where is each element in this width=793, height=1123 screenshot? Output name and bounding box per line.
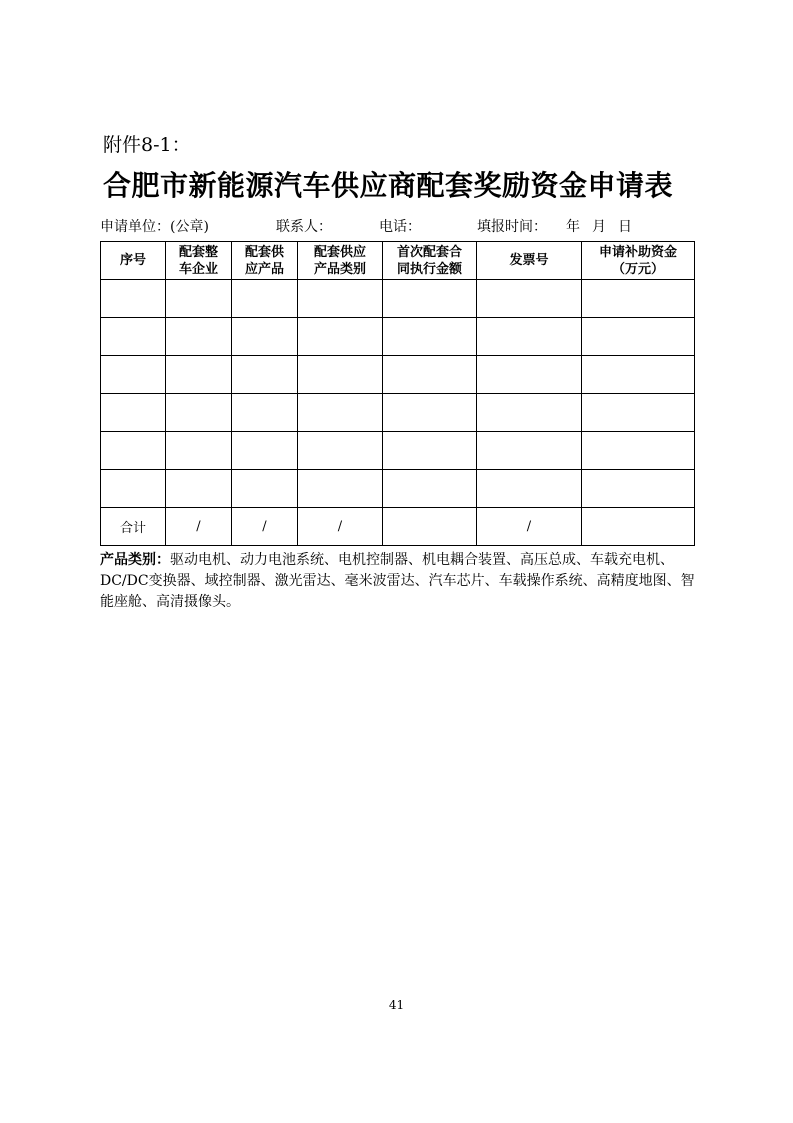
table-cell[interactable] (232, 280, 298, 318)
total-label: 合计 (101, 508, 166, 546)
table-cell[interactable] (477, 318, 582, 356)
table-cell[interactable] (101, 280, 166, 318)
table-cell[interactable] (232, 318, 298, 356)
table-cell[interactable] (166, 318, 232, 356)
table-cell[interactable] (101, 394, 166, 432)
year-label: 年 (566, 219, 580, 235)
table-cell[interactable] (101, 356, 166, 394)
table-cell[interactable] (298, 470, 383, 508)
notes-label: 产品类别： (100, 552, 170, 568)
table-cell[interactable] (383, 432, 477, 470)
table-cell[interactable] (477, 394, 582, 432)
header-subsidy-amount: 申请补助资金 （万元） (582, 242, 695, 280)
table-row (101, 470, 695, 508)
table-cell[interactable] (477, 280, 582, 318)
table-cell[interactable] (582, 394, 695, 432)
table-row (101, 318, 695, 356)
table-row (101, 356, 695, 394)
phone-label: 电话： (379, 219, 421, 235)
total-cell: / (477, 508, 582, 546)
contact-label: 联系人： (276, 219, 332, 235)
table-cell[interactable] (383, 280, 477, 318)
table-cell[interactable] (383, 318, 477, 356)
table-row (101, 394, 695, 432)
total-cell: / (298, 508, 383, 546)
table-cell[interactable] (298, 432, 383, 470)
table-cell[interactable] (298, 356, 383, 394)
table-cell[interactable] (232, 356, 298, 394)
total-cell[interactable] (582, 508, 695, 546)
application-table (100, 241, 695, 546)
fill-time-label: 填报时间： (477, 219, 547, 235)
table-cell[interactable] (166, 356, 232, 394)
table-cell[interactable] (582, 470, 695, 508)
header-invoice-number: 发票号 (477, 242, 582, 280)
table-cell[interactable] (477, 432, 582, 470)
table-cell[interactable] (582, 356, 695, 394)
table-cell[interactable] (166, 470, 232, 508)
month-label: 月 (592, 219, 606, 235)
table-cell[interactable] (101, 432, 166, 470)
table-cell[interactable] (166, 394, 232, 432)
table-row (101, 280, 695, 318)
header-product-category: 配套供应 产品类别 (298, 242, 383, 280)
total-row (101, 508, 695, 546)
table-cell[interactable] (166, 432, 232, 470)
header-contract-amount: 首次配套合 同执行金额 (383, 242, 477, 280)
table-cell[interactable] (101, 318, 166, 356)
table-cell[interactable] (298, 318, 383, 356)
table-cell[interactable] (383, 470, 477, 508)
table-cell[interactable] (582, 432, 695, 470)
table-cell[interactable] (232, 432, 298, 470)
header-vehicle-company: 配套整 车企业 (166, 242, 232, 280)
table-cell[interactable] (232, 394, 298, 432)
table-cell[interactable] (477, 356, 582, 394)
table-cell[interactable] (383, 356, 477, 394)
table-cell[interactable] (298, 394, 383, 432)
table-cell[interactable] (166, 280, 232, 318)
page-number: 41 (388, 998, 405, 1012)
table-cell[interactable] (232, 470, 298, 508)
page-title: 合肥市新能源汽车供应商配套奖励资金申请表 (103, 169, 674, 202)
table-cell[interactable] (101, 470, 166, 508)
header-product: 配套供 应产品 (232, 242, 298, 280)
total-cell: / (232, 508, 298, 546)
applicant-label: 申请单位：(公章) (100, 219, 209, 235)
table-cell[interactable] (582, 318, 695, 356)
table-cell[interactable] (582, 280, 695, 318)
table-row (101, 432, 695, 470)
table-cell[interactable] (298, 280, 383, 318)
header-row (101, 242, 695, 280)
table-cell[interactable] (383, 394, 477, 432)
total-cell: / (166, 508, 232, 546)
day-label: 日 (618, 219, 632, 235)
total-cell[interactable] (383, 508, 477, 546)
header-serial: 序号 (101, 242, 166, 280)
notes-text: 驱动电机、动力电池系统、电机控制器、机电耦合装置、高压总成、车载充电机、DC/DC变换器、域控制器、激光雷达、毫米波雷达、汽车芯片、车载操作系统、高精度地图、智能座舱、高清摄像头。 (100, 552, 695, 610)
attachment-label: 附件8-1： (103, 134, 191, 156)
product-category-notes (100, 550, 700, 613)
table-cell[interactable] (477, 470, 582, 508)
